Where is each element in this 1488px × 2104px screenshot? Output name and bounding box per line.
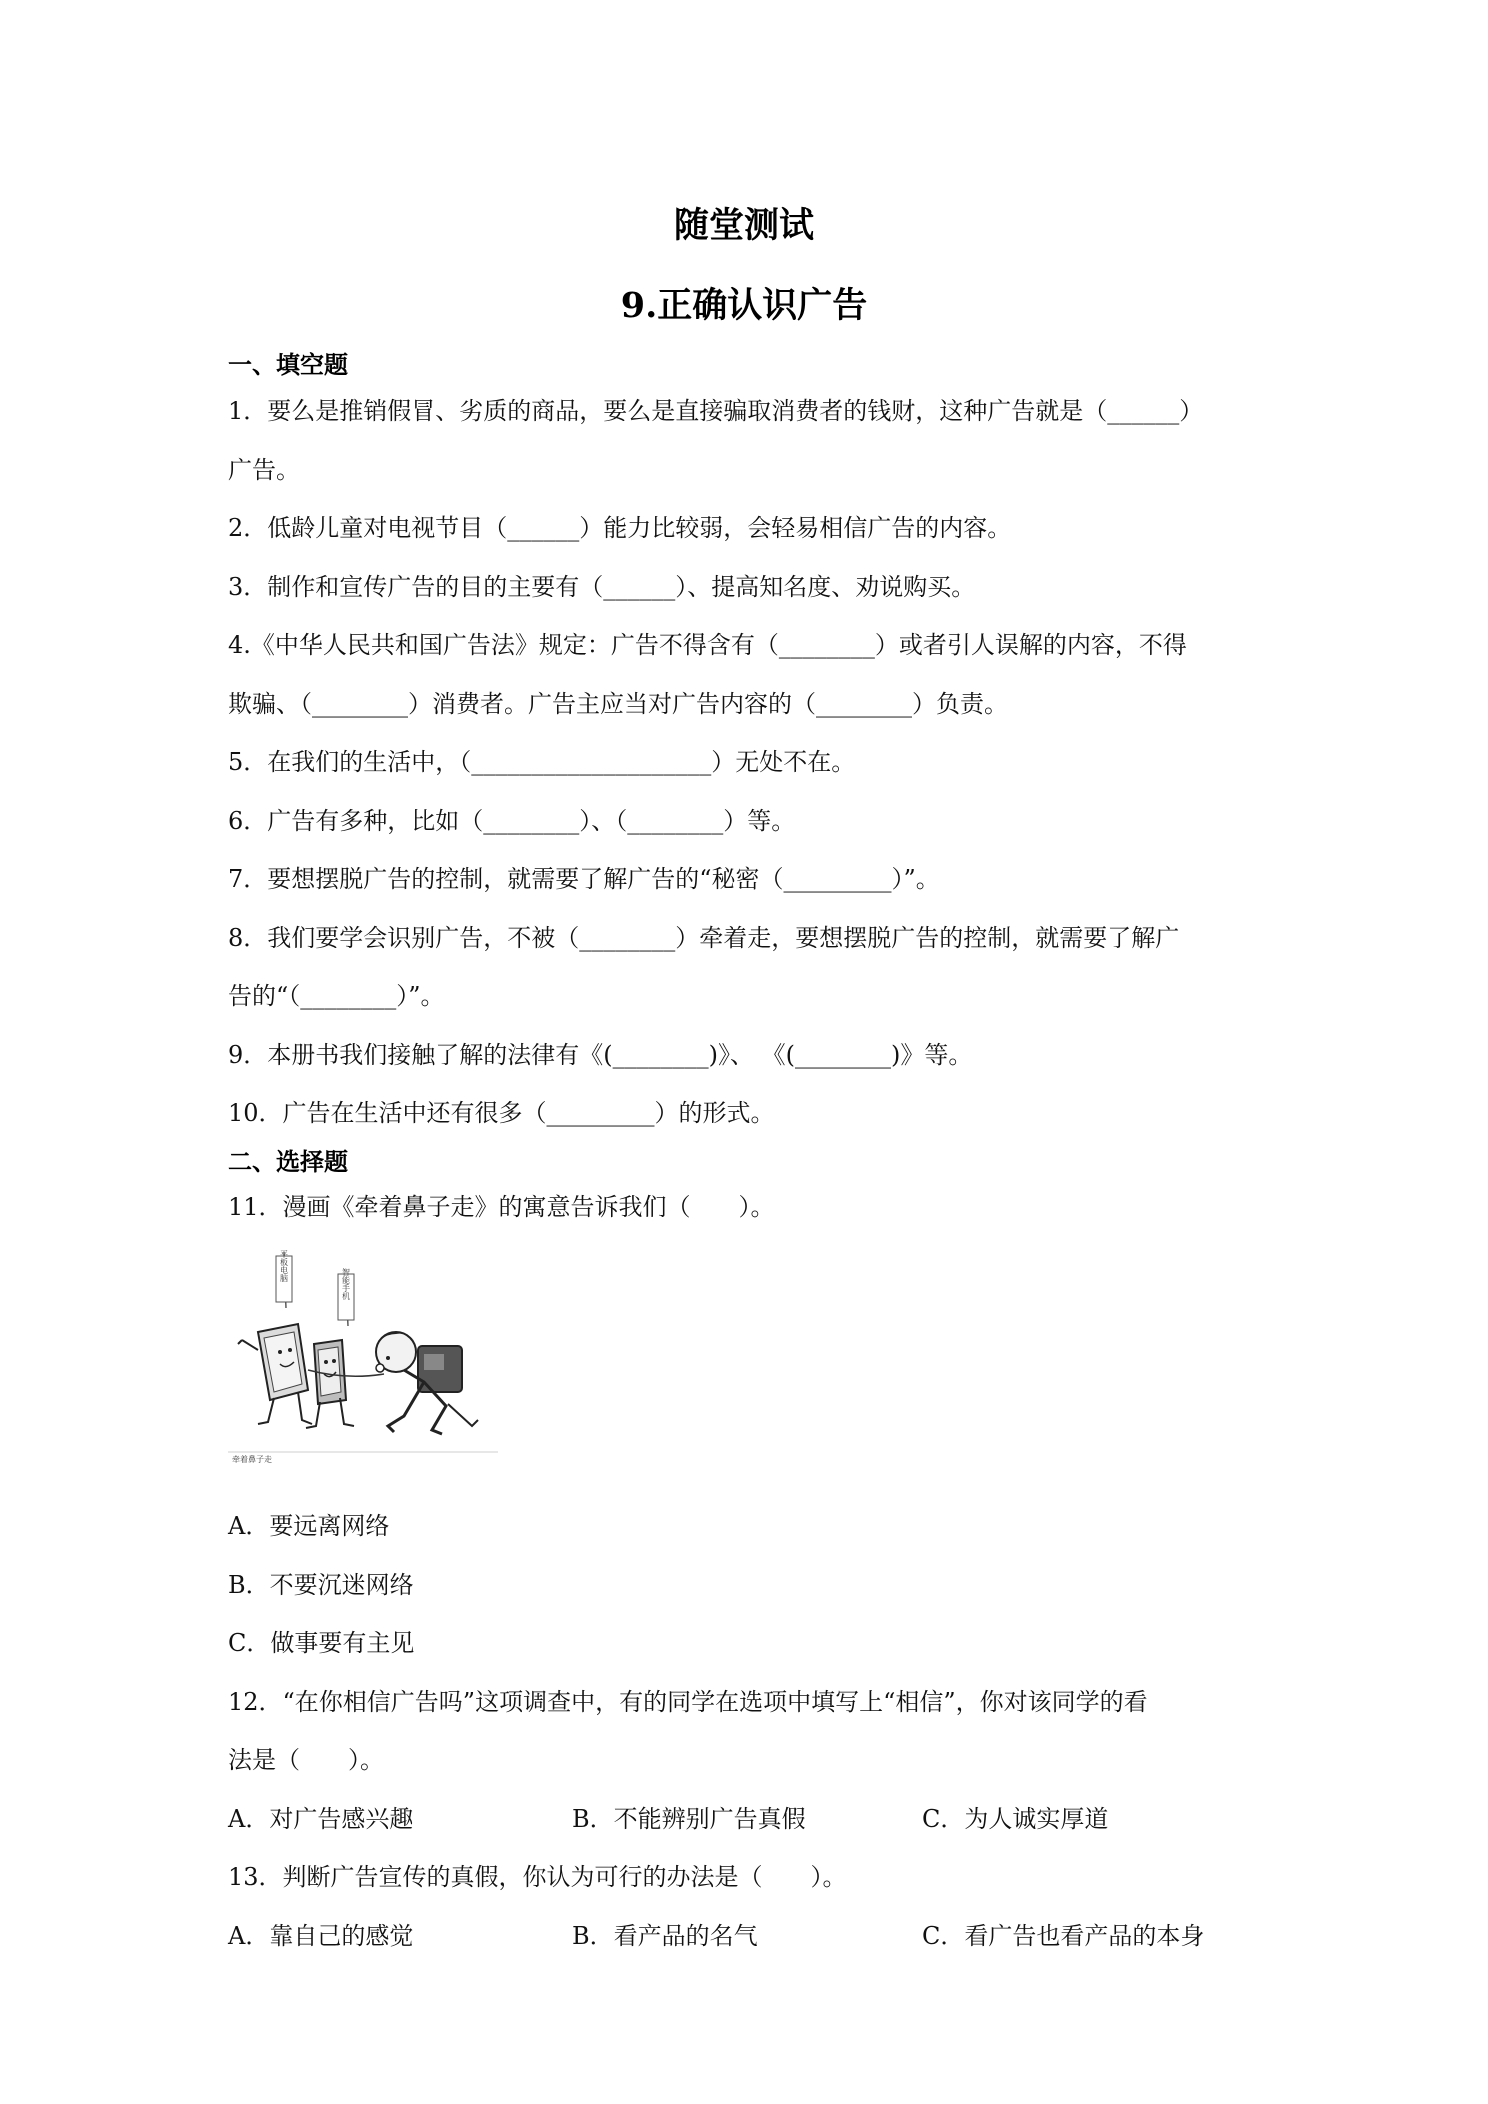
question-3: 3．制作和宣传广告的目的主要有（______）、提高知名度、劝说购买。 — [228, 573, 976, 601]
question-5: 5．在我们的生活中，（____________________）无处不在。 — [228, 748, 856, 776]
question-4-line-1: 4.《中华人民共和国广告法》规定：广告不得含有（________）或者引人误解的内容，不得 — [228, 631, 1187, 659]
question-11-option-b: B．不要沉迷网络 — [228, 1571, 414, 1599]
left-sign-text: 平板电脑 — [279, 1250, 289, 1282]
question-12-stem-line-2: 法是（ ）。 — [228, 1746, 384, 1774]
question-1-line-1: 1．要么是推销假冒、劣质的商品，要么是直接骗取消费者的钱财，这种广告就是（______） — [228, 397, 1204, 425]
question-10: 10．广告在生活中还有很多（_________）的形式。 — [228, 1099, 775, 1127]
question-11-option-c: C．做事要有主见 — [228, 1629, 415, 1657]
question-11-stem: 11．漫画《牵着鼻子走》的寓意告诉我们（ ）。 — [228, 1193, 775, 1221]
question-12-stem-line-1: 12．“在你相信广告吗”这项调查中，有的同学在选项中填写上“相信”，你对该同学的看 — [228, 1688, 1148, 1716]
section-fill-blank-heading: 一、填空题 — [228, 350, 348, 379]
question-12-option-a: A．对广告感兴趣 — [228, 1805, 414, 1833]
cartoon-led-by-the-nose-image — [228, 1240, 504, 1466]
question-13-option-c: C．看广告也看产品的本身 — [922, 1922, 1205, 1950]
question-12-option-b: B．不能辨别广告真假 — [572, 1805, 806, 1833]
right-sign-text: 智能手机 — [341, 1268, 351, 1300]
question-11-option-a: A．要远离网络 — [228, 1512, 390, 1540]
question-13-option-a: A．靠自己的感觉 — [228, 1922, 414, 1950]
lesson-title: 9.正确认识广告 — [620, 285, 868, 326]
question-7: 7．要想摆脱广告的控制，就需要了解广告的“秘密（_________）”。 — [228, 865, 940, 893]
question-8-line-2: 告的“（________）”。 — [228, 982, 445, 1010]
question-9: 9．本册书我们接触了解的法律有《(________)》、 《(________)》等。 — [228, 1041, 973, 1069]
question-2: 2．低龄儿童对电视节目（______）能力比较弱，会轻易相信广告的内容。 — [228, 514, 1012, 542]
question-6: 6．广告有多种，比如（________）、（________）等。 — [228, 807, 796, 835]
question-12-option-c: C．为人诚实厚道 — [922, 1805, 1109, 1833]
cartoon-caption: 牵着鼻子走 — [232, 1455, 272, 1464]
question-1-line-2: 广告。 — [228, 456, 300, 484]
question-13-option-b: B．看产品的名气 — [572, 1922, 758, 1950]
question-4-line-2: 欺骗、（________）消费者。广告主应当对广告内容的（________）负责。 — [228, 690, 1008, 718]
question-8-line-1: 8．我们要学会识别广告，不被（________）牵着走，要想摆脱广告的控制，就需要了解广 — [228, 924, 1180, 952]
section-choice-heading: 二、选择题 — [228, 1147, 348, 1176]
question-13-stem: 13．判断广告宣传的真假，你认为可行的办法是（ ）。 — [228, 1863, 847, 1891]
page-title: 随堂测试 — [673, 205, 814, 246]
